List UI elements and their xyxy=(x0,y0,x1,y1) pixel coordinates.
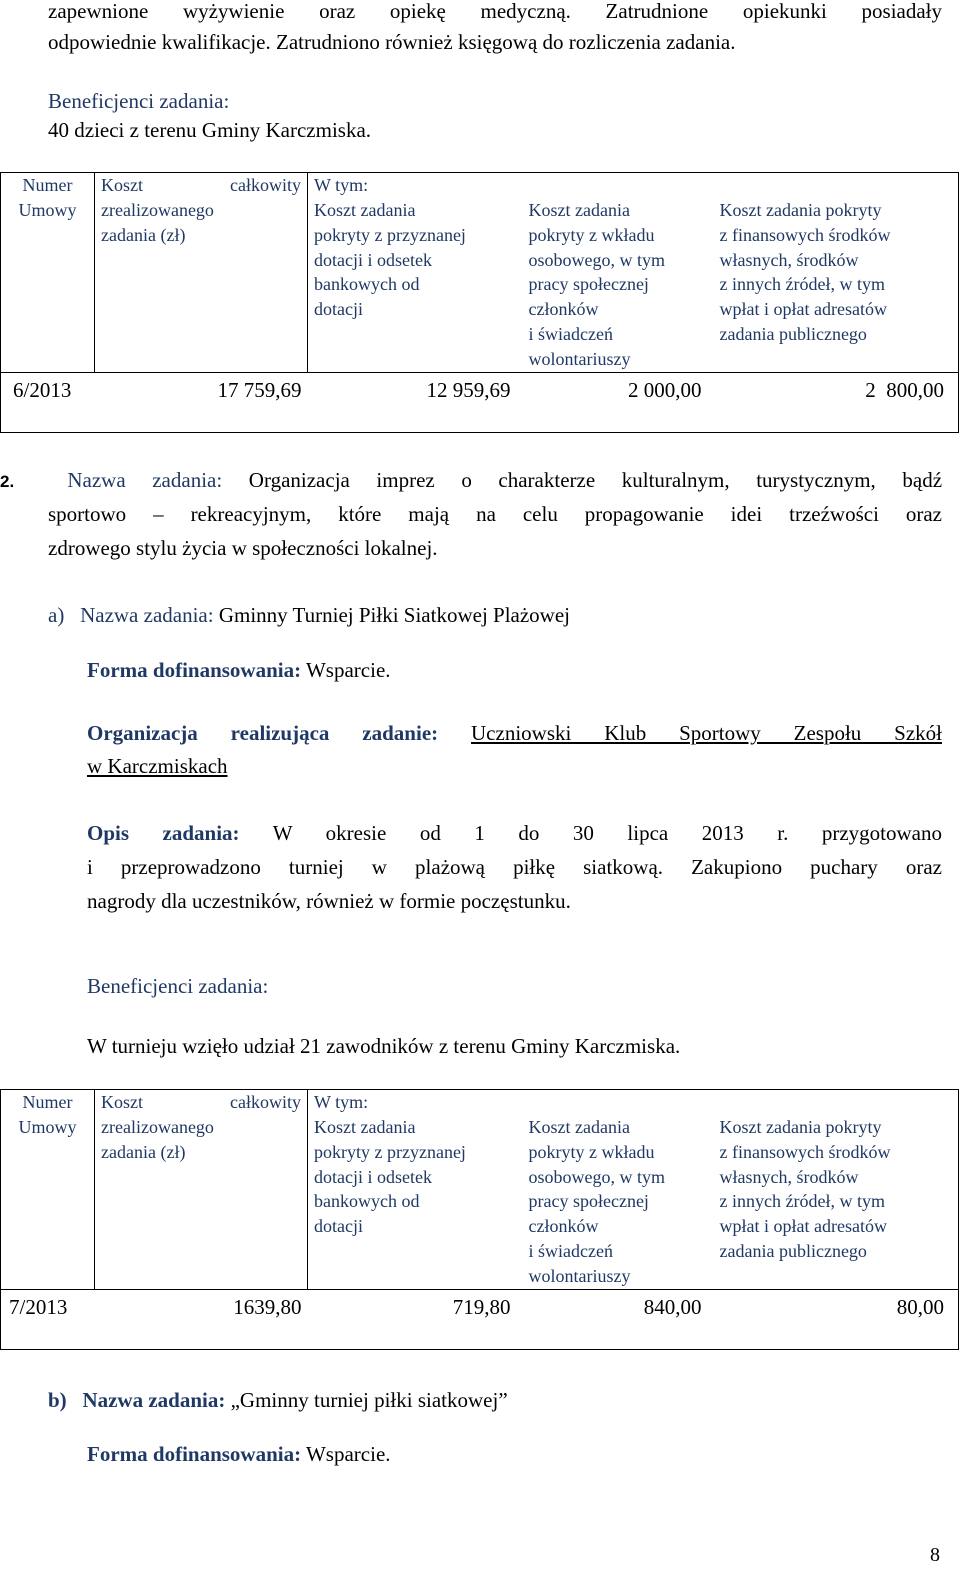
item-a-form: Forma dofinansowania: Wsparcie. xyxy=(87,658,391,682)
header-w-tym: W tym: xyxy=(308,1090,959,1116)
header-personal-cost: Koszt zadania pokryty z wkładu osobowego, w tym pracy społecznej członków i świadczeń wolontariuszy xyxy=(517,198,708,372)
header-contract-number: Numer Umowy xyxy=(1,1090,95,1290)
beneficiaries-label: Beneficjenci zadania: xyxy=(48,89,230,113)
table1-total: 17 759,69 xyxy=(95,372,308,432)
header-total-cost: Koszt całkowity zrealizowanego zadania (zł) xyxy=(95,1090,308,1290)
item-a-desc-line-3: nagrody dla uczestników, również w formie poczęstunku. xyxy=(87,889,571,913)
page-number: 8 xyxy=(930,1544,940,1566)
table2-number: 7/2013 xyxy=(1,1289,95,1349)
item-a-benef-text: W turnieju wzięło udział 21 zawodników z terenu Gminy Karczmiska. xyxy=(87,1034,681,1058)
header-w-tym: W tym: xyxy=(308,173,959,199)
cost-table-1 xyxy=(0,172,959,433)
header-contract-number: Numer Umowy xyxy=(1,173,95,373)
table2-own: 80,00 xyxy=(708,1289,959,1349)
header-own-cost: Koszt zadania pokryty z finansowych środków własnych, środków z innych źródeł, w tym wpłat i opłat adresatów zadania publicznego xyxy=(708,1115,959,1289)
cost-table-2 xyxy=(0,1089,959,1350)
header-grant-cost: Koszt zadania pokryty z przyznanej dotacji i odsetek bankowych od dotacji xyxy=(308,198,517,372)
header-grant-cost: Koszt zadania pokryty z przyznanej dotacji i odsetek bankowych od dotacji xyxy=(308,1115,517,1289)
item-a-desc-line-1: Opis zadania: W okresie od 1 do 30 lipca 2013 r. przygotowano xyxy=(87,821,942,845)
table1-grant: 12 959,69 xyxy=(308,372,517,432)
header-own-cost: Koszt zadania pokryty z finansowych środków własnych, środków z innych źródeł, w tym wpłat i opłat adresatów zadania publicznego xyxy=(708,198,959,372)
intro-line-2: odpowiednie kwalifikacje. Zatrudniono również księgową do rozliczenia zadania. xyxy=(48,30,736,54)
item-b-name: b) Nazwa zadania: „Gminny turniej piłki siatkowej” xyxy=(48,1388,508,1412)
item-a-desc-line-2: i przeprowadzono turniej w plażową piłkę siatkową. Zakupiono puchary oraz xyxy=(87,855,942,879)
item-a-benef-label: Beneficjenci zadania: xyxy=(87,974,269,998)
section2-line-3: zdrowego stylu życia w społeczności lokalnej. xyxy=(48,536,438,560)
header-personal-cost: Koszt zadania pokryty z wkładu osobowego, w tym pracy społecznej członków i świadczeń wolontariuszy xyxy=(517,1115,708,1289)
beneficiaries-text: 40 dzieci z terenu Gminy Karczmiska. xyxy=(48,118,372,142)
section2-line-1 xyxy=(0,466,942,496)
item-b-form: Forma dofinansowania: Wsparcie. xyxy=(87,1442,391,1466)
item-a-name: a) Nazwa zadania: Gminny Turniej Piłki Siatkowej Plażowej xyxy=(48,603,571,627)
section2-number: 2. xyxy=(0,472,15,491)
section2-label: Nazwa zadania: xyxy=(67,468,223,492)
item-a-org-line-2: w Karczmiskach xyxy=(87,754,228,778)
table1-number: 6/2013 xyxy=(1,372,95,432)
table2-total: 1639,80 xyxy=(95,1289,308,1349)
section2-text-1: Organizacja imprez o charakterze kulturalnym, turystycznym, bądź xyxy=(248,468,943,492)
table1-own: 2 800,00 xyxy=(708,372,959,432)
header-total-cost: Koszt całkowity zrealizowanego zadania (zł) xyxy=(95,173,308,373)
table1-personal: 2 000,00 xyxy=(517,372,708,432)
intro-line-1: zapewnione wyżywienie oraz opiekę medyczną. Zatrudnione opiekunki posiadały xyxy=(48,0,942,23)
item-a-org-line-1: Organizacja realizująca zadanie: Uczniowski Klub Sportowy Zespołu Szkół xyxy=(87,721,942,745)
section2-line-2: sportowo – rekreacyjnym, które mają na celu propagowanie idei trzeźwości oraz xyxy=(48,502,942,526)
table2-personal: 840,00 xyxy=(517,1289,708,1349)
table2-grant: 719,80 xyxy=(308,1289,517,1349)
